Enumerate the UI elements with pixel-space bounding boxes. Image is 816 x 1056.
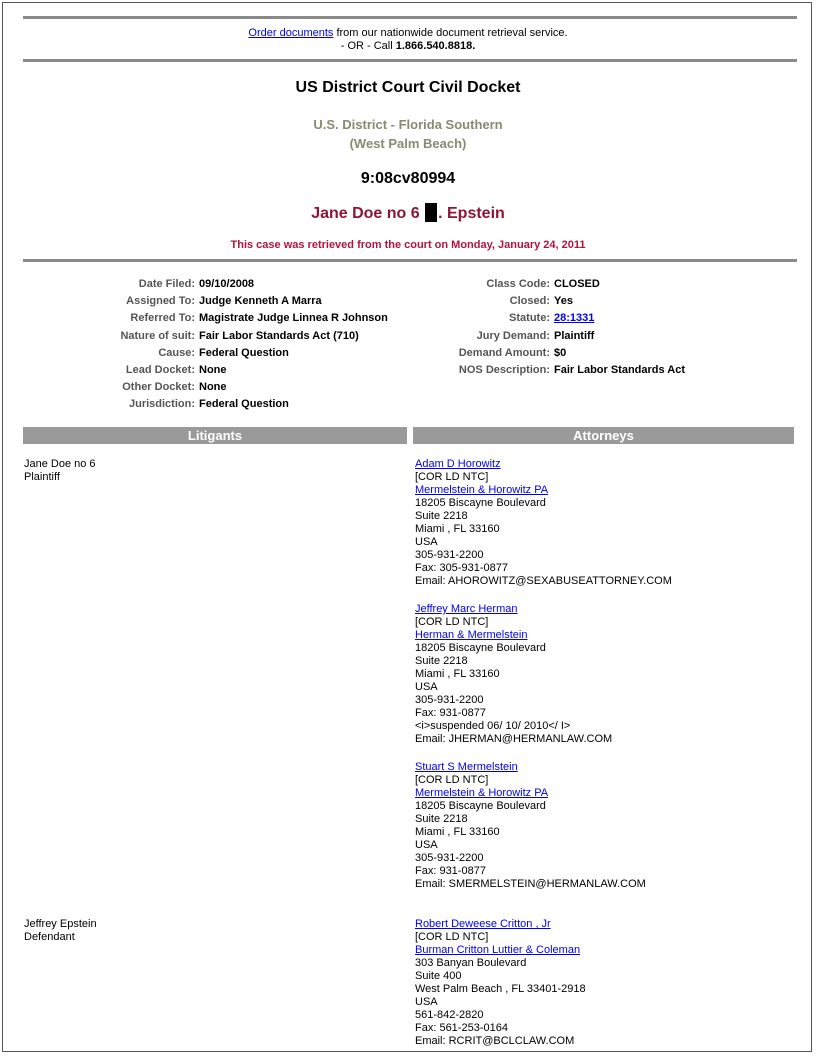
phone-line: 305-931-2200	[415, 852, 484, 864]
address-line: Miami , FL 33160	[415, 668, 500, 680]
attorney-name-link[interactable]: Stuart S Mermelstein	[415, 761, 518, 773]
attorney-firm-link[interactable]: Mermelstein & Horowitz PA	[415, 484, 549, 496]
address-line: USA	[415, 536, 438, 548]
detail-row: Statute: 28:1331	[509, 312, 595, 325]
order-documents-link[interactable]: Order documents	[248, 27, 334, 39]
detail-row: Closed: Yes	[509, 295, 573, 308]
case-number: 9:08cv80994	[360, 170, 456, 187]
address-line: USA	[415, 681, 438, 693]
litigant-name: Jane Doe no 6	[24, 458, 96, 470]
address-line: 18205 Biscayne Boulevard	[415, 497, 546, 509]
attorneys-header: Attorneys	[413, 427, 794, 444]
address-line: Suite 400	[415, 970, 462, 982]
court-line-1: U.S. District - Florida Southern	[313, 117, 503, 132]
attorney-name-link[interactable]: Robert Deweese Critton , Jr	[415, 918, 551, 930]
address-line: Suite 2218	[415, 655, 468, 667]
attorney-firm-link[interactable]: Herman & Mermelstein	[415, 629, 528, 641]
address-line: USA	[415, 996, 438, 1008]
address-line: Suite 2218	[415, 510, 468, 522]
litigant-defendant	[24, 918, 97, 944]
phone-line: 305-931-2200	[415, 694, 484, 706]
redaction-block	[425, 203, 437, 222]
phone-number: 1.866.540.8818.	[395, 40, 476, 52]
fax-line: Fax: 561-253-0164	[415, 1022, 508, 1034]
attorney-tag: [COR LD NTC]	[415, 616, 489, 628]
case-details-right	[3, 276, 685, 379]
court-name	[3, 115, 812, 153]
address-line: USA	[415, 839, 438, 851]
docket-page	[2, 2, 812, 1052]
attorney-tag: [COR LD NTC]	[415, 774, 489, 786]
litigant-role: Plaintiff	[24, 471, 60, 483]
attorney-block	[415, 603, 612, 746]
fax-line: Fax: 931-0877	[415, 865, 486, 877]
case-name-part-2: . Epstein	[438, 205, 505, 222]
page-title: US District Court Civil Docket	[295, 79, 521, 96]
note-line: <i>suspended 06/ 10/ 2010</ I>	[415, 720, 571, 732]
attorney-firm-link[interactable]: Burman Critton Luttier & Coleman	[415, 944, 581, 956]
attorney-name-link[interactable]: Adam D Horowitz	[415, 458, 501, 470]
address-line: 303 Banyan Boulevard	[415, 957, 527, 969]
litigant-name: Jeffrey Epstein	[24, 918, 97, 930]
detail-row: Lead Docket: None	[125, 364, 227, 377]
address-line: Miami , FL 33160	[415, 826, 500, 838]
litigant-role: Defendant	[24, 931, 75, 943]
email-line: Email: AHOROWITZ@SEXABUSEATTORNEY.COM	[415, 575, 672, 587]
detail-row: Jurisdiction: Federal Question	[128, 398, 289, 411]
detail-row: Assigned To: Judge Kenneth A Marra	[126, 295, 322, 308]
attorney-name-link[interactable]: Jeffrey Marc Herman	[415, 603, 518, 615]
order-banner	[3, 27, 812, 53]
detail-row: Other Docket: None	[122, 381, 227, 394]
attorney-block	[415, 918, 586, 1048]
detail-row: Class Code: CLOSED	[486, 278, 600, 290]
attorney-tag: [COR LD NTC]	[415, 931, 489, 943]
attorney-tag: [COR LD NTC]	[415, 471, 489, 483]
address-line: West Palm Beach , FL 33401-2918	[415, 983, 586, 995]
statute-link[interactable]: 28:1331	[554, 312, 595, 325]
email-line: Email: RCRIT@BCLCLAW.COM	[415, 1035, 575, 1047]
top-divider	[23, 16, 797, 19]
fax-line: Fax: 305-931-0877	[415, 562, 508, 574]
header-divider	[23, 59, 797, 62]
call-text: - OR - Call	[340, 40, 396, 52]
address-line: Miami , FL 33160	[415, 523, 500, 535]
detail-row: Jury Demand: Plaintiff	[476, 329, 595, 342]
attorney-block	[415, 761, 646, 891]
detail-row: Date Filed: 09/10/2008	[138, 278, 255, 290]
phone-line: 561-842-2820	[415, 1009, 484, 1021]
address-line: Suite 2218	[415, 813, 468, 825]
case-name	[3, 203, 812, 223]
attorney-firm-link[interactable]: Mermelstein & Horowitz PA	[415, 787, 549, 799]
fax-line: Fax: 931-0877	[415, 707, 486, 719]
email-line: Email: SMERMELSTEIN@HERMANLAW.COM	[415, 878, 646, 890]
attorney-block	[415, 458, 672, 588]
phone-line: 305-931-2200	[415, 549, 484, 561]
litigants-header: Litigants	[23, 427, 407, 444]
detail-row: Demand Amount: $0	[458, 346, 567, 359]
retrieved-notice: This case was retrieved from the court on Monday, January 24, 2011	[230, 239, 586, 251]
detail-row: Referred To: Magistrate Judge Linnea R Johnson	[130, 312, 388, 325]
detail-row: NOS Description: Fair Labor Standards Act	[458, 364, 686, 377]
address-line: 18205 Biscayne Boulevard	[415, 800, 546, 812]
order-text: from our nationwide document retrieval service.	[333, 27, 568, 39]
detail-row: Nature of suit: Fair Labor Standards Act (710)	[120, 329, 359, 342]
email-line: Email: JHERMAN@HERMANLAW.COM	[415, 733, 613, 745]
litigant-plaintiff	[24, 458, 96, 484]
case-name-part-1: Jane Doe no 6	[311, 205, 425, 222]
court-line-2: (West Palm Beach)	[349, 136, 467, 151]
details-divider	[23, 259, 797, 262]
address-line: 18205 Biscayne Boulevard	[415, 642, 546, 654]
detail-row: Cause: Federal Question	[158, 346, 289, 359]
